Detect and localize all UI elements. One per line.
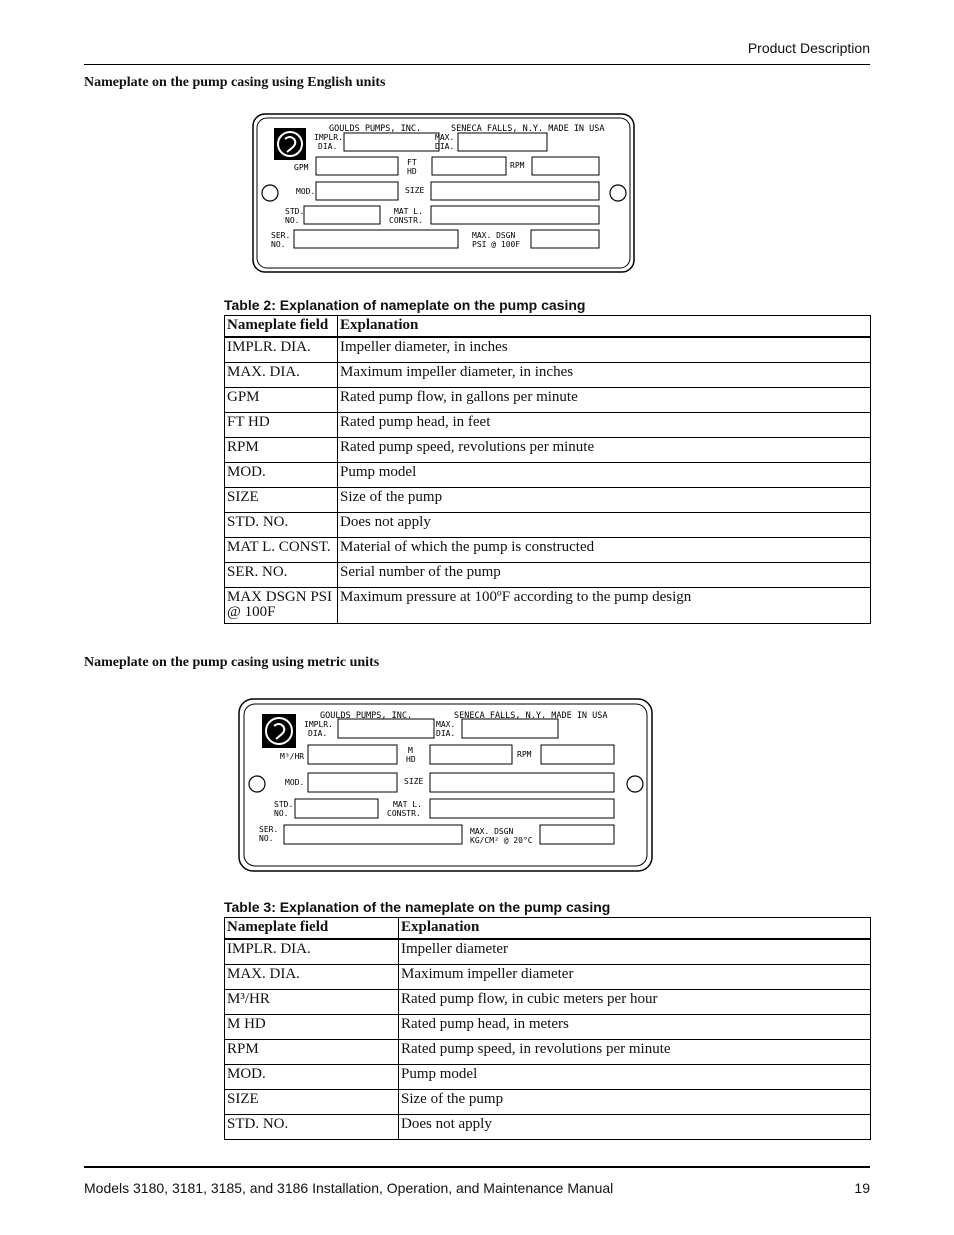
cell-nameplate-field: STD. NO.	[225, 513, 338, 538]
svg-text:STD.: STD.	[285, 207, 305, 216]
cell-explanation: Maximum pressure at 100ºF according to the pump design	[338, 588, 871, 624]
svg-text:STD.: STD.	[274, 800, 294, 809]
svg-text:SIZE: SIZE	[405, 186, 425, 195]
svg-text:GPM: GPM	[294, 163, 309, 172]
table-row	[225, 538, 871, 563]
table-row	[225, 939, 871, 965]
cell-nameplate-field: MOD.	[225, 1065, 399, 1090]
table-header-row	[225, 316, 871, 338]
svg-text:MAX. DSGN: MAX. DSGN	[470, 827, 514, 836]
table-row	[225, 388, 871, 413]
table-row	[225, 337, 871, 363]
table-row	[225, 588, 871, 624]
plate-company: GOULDS PUMPS, INC.	[329, 124, 422, 134]
svg-text:HD: HD	[406, 755, 416, 764]
table-row	[225, 1015, 871, 1040]
header-rule	[84, 64, 870, 65]
cell-explanation: Maximum impeller diameter	[399, 965, 871, 990]
cell-nameplate-field: MAX DSGN PSI @ 100F	[225, 588, 338, 624]
svg-text:PSI @ 100F: PSI @ 100F	[472, 240, 521, 249]
table-3	[224, 917, 871, 1140]
svg-text:M³/HR: M³/HR	[280, 752, 305, 761]
svg-text:NO.: NO.	[271, 240, 286, 249]
cell-explanation: Pump model	[399, 1065, 871, 1090]
cell-explanation: Size of the pump	[338, 488, 871, 513]
svg-text:MAT L.: MAT L.	[393, 800, 422, 809]
cell-nameplate-field: M³/HR	[225, 990, 399, 1015]
column-header: Explanation	[338, 316, 871, 338]
cell-explanation: Size of the pump	[399, 1090, 871, 1115]
cell-explanation: Impeller diameter, in inches	[338, 337, 871, 363]
cell-nameplate-field: FT HD	[225, 413, 338, 438]
cell-nameplate-field: SER. NO.	[225, 563, 338, 588]
cell-explanation: Impeller diameter	[399, 939, 871, 965]
svg-text:IMPLR.: IMPLR.	[314, 133, 343, 142]
goulds-logo-icon	[274, 128, 306, 160]
svg-text:MAX.: MAX.	[436, 720, 456, 729]
cell-explanation: Rated pump flow, in gallons per minute	[338, 388, 871, 413]
mount-hole-right	[627, 776, 643, 792]
cell-explanation: Rated pump head, in meters	[399, 1015, 871, 1040]
svg-text:CONSTR.: CONSTR.	[389, 216, 423, 225]
english-nameplate-figure	[252, 113, 636, 275]
cell-explanation: Rated pump head, in feet	[338, 413, 871, 438]
table-row	[225, 1040, 871, 1065]
cell-nameplate-field: SIZE	[225, 488, 338, 513]
svg-text:NO.: NO.	[285, 216, 300, 225]
svg-text:FT: FT	[407, 158, 417, 167]
svg-text:HD: HD	[407, 167, 417, 176]
table-row	[225, 1090, 871, 1115]
svg-text:MOD.: MOD.	[285, 778, 305, 787]
svg-text:DIA.: DIA.	[308, 729, 328, 738]
svg-text:RPM: RPM	[517, 750, 532, 759]
table-row	[225, 488, 871, 513]
table-2-caption: Table 2: Explanation of nameplate on the pump casing	[224, 297, 586, 313]
english-nameplate-heading: Nameplate on the pump casing using English units	[84, 75, 386, 90]
table-row	[225, 413, 871, 438]
cell-nameplate-field: MOD.	[225, 463, 338, 488]
table-row	[225, 965, 871, 990]
cell-nameplate-field: IMPLR. DIA.	[225, 337, 338, 363]
svg-text:M: M	[408, 746, 413, 755]
cell-explanation: Serial number of the pump	[338, 563, 871, 588]
goulds-logo-icon	[262, 714, 296, 748]
table-row	[225, 1065, 871, 1090]
plate-location: SENECA FALLS, N.Y. MADE IN USA	[454, 711, 608, 721]
svg-text:IMPLR.: IMPLR.	[304, 720, 333, 729]
cell-nameplate-field: STD. NO.	[225, 1115, 399, 1140]
svg-text:SIZE: SIZE	[404, 777, 424, 786]
svg-text:SER.: SER.	[271, 231, 291, 240]
svg-text:SER.: SER.	[259, 825, 279, 834]
table-2	[224, 315, 871, 624]
table-3-caption: Table 3: Explanation of the nameplate on the pump casing	[224, 899, 611, 915]
svg-text:CONSTR.: CONSTR.	[387, 809, 421, 818]
svg-text:RPM: RPM	[510, 161, 525, 170]
running-header: Product Description	[747, 40, 870, 56]
cell-explanation: Pump model	[338, 463, 871, 488]
table-row	[225, 513, 871, 538]
svg-text:DIA.: DIA.	[435, 142, 455, 151]
footer-rule	[84, 1166, 870, 1168]
svg-text:NO.: NO.	[259, 834, 274, 843]
svg-text:MAX. DSGN: MAX. DSGN	[472, 231, 516, 240]
svg-text:MAX.: MAX.	[435, 133, 455, 142]
svg-text:DIA.: DIA.	[318, 142, 338, 151]
metric-nameplate-heading: Nameplate on the pump casing using metric units	[84, 655, 380, 670]
cell-explanation: Rated pump flow, in cubic meters per hour	[399, 990, 871, 1015]
table-row	[225, 463, 871, 488]
cell-nameplate-field: RPM	[225, 1040, 399, 1065]
table-row	[225, 563, 871, 588]
page-number: 19	[854, 1180, 870, 1196]
mount-hole-right	[610, 185, 626, 201]
cell-nameplate-field: MAX. DIA.	[225, 965, 399, 990]
table-row	[225, 363, 871, 388]
mount-hole-left	[249, 776, 265, 792]
plate-location: SENECA FALLS, N.Y. MADE IN USA	[451, 124, 605, 134]
table-row	[225, 1115, 871, 1140]
column-header: Nameplate field	[225, 316, 338, 338]
table-header-row	[225, 918, 871, 940]
svg-text:NO.: NO.	[274, 809, 289, 818]
cell-nameplate-field: MAX. DIA.	[225, 363, 338, 388]
mount-hole-left	[262, 185, 278, 201]
cell-nameplate-field: MAT L. CONST.	[225, 538, 338, 563]
svg-text:MAT L.: MAT L.	[394, 207, 423, 216]
cell-nameplate-field: IMPLR. DIA.	[225, 939, 399, 965]
table-row	[225, 990, 871, 1015]
cell-explanation: Material of which the pump is constructed	[338, 538, 871, 563]
footer-manual-title: Models 3180, 3181, 3185, and 3186 Installation, Operation, and Maintenance Manual	[84, 1180, 614, 1196]
cell-nameplate-field: M HD	[225, 1015, 399, 1040]
svg-text:KG/CM² @ 20°C: KG/CM² @ 20°C	[470, 836, 533, 845]
svg-text:DIA.: DIA.	[436, 729, 456, 738]
cell-nameplate-field: GPM	[225, 388, 338, 413]
cell-explanation: Rated pump speed, revolutions per minute	[338, 438, 871, 463]
cell-explanation: Maximum impeller diameter, in inches	[338, 363, 871, 388]
column-header: Explanation	[399, 918, 871, 940]
cell-explanation: Does not apply	[338, 513, 871, 538]
cell-nameplate-field: RPM	[225, 438, 338, 463]
cell-explanation: Does not apply	[399, 1115, 871, 1140]
metric-nameplate-figure	[238, 698, 654, 874]
cell-nameplate-field: SIZE	[225, 1090, 399, 1115]
svg-text:MOD.: MOD.	[296, 187, 316, 196]
column-header: Nameplate field	[225, 918, 399, 940]
table-row	[225, 438, 871, 463]
plate-company: GOULDS PUMPS, INC.	[320, 711, 413, 721]
cell-explanation: Rated pump speed, in revolutions per minute	[399, 1040, 871, 1065]
